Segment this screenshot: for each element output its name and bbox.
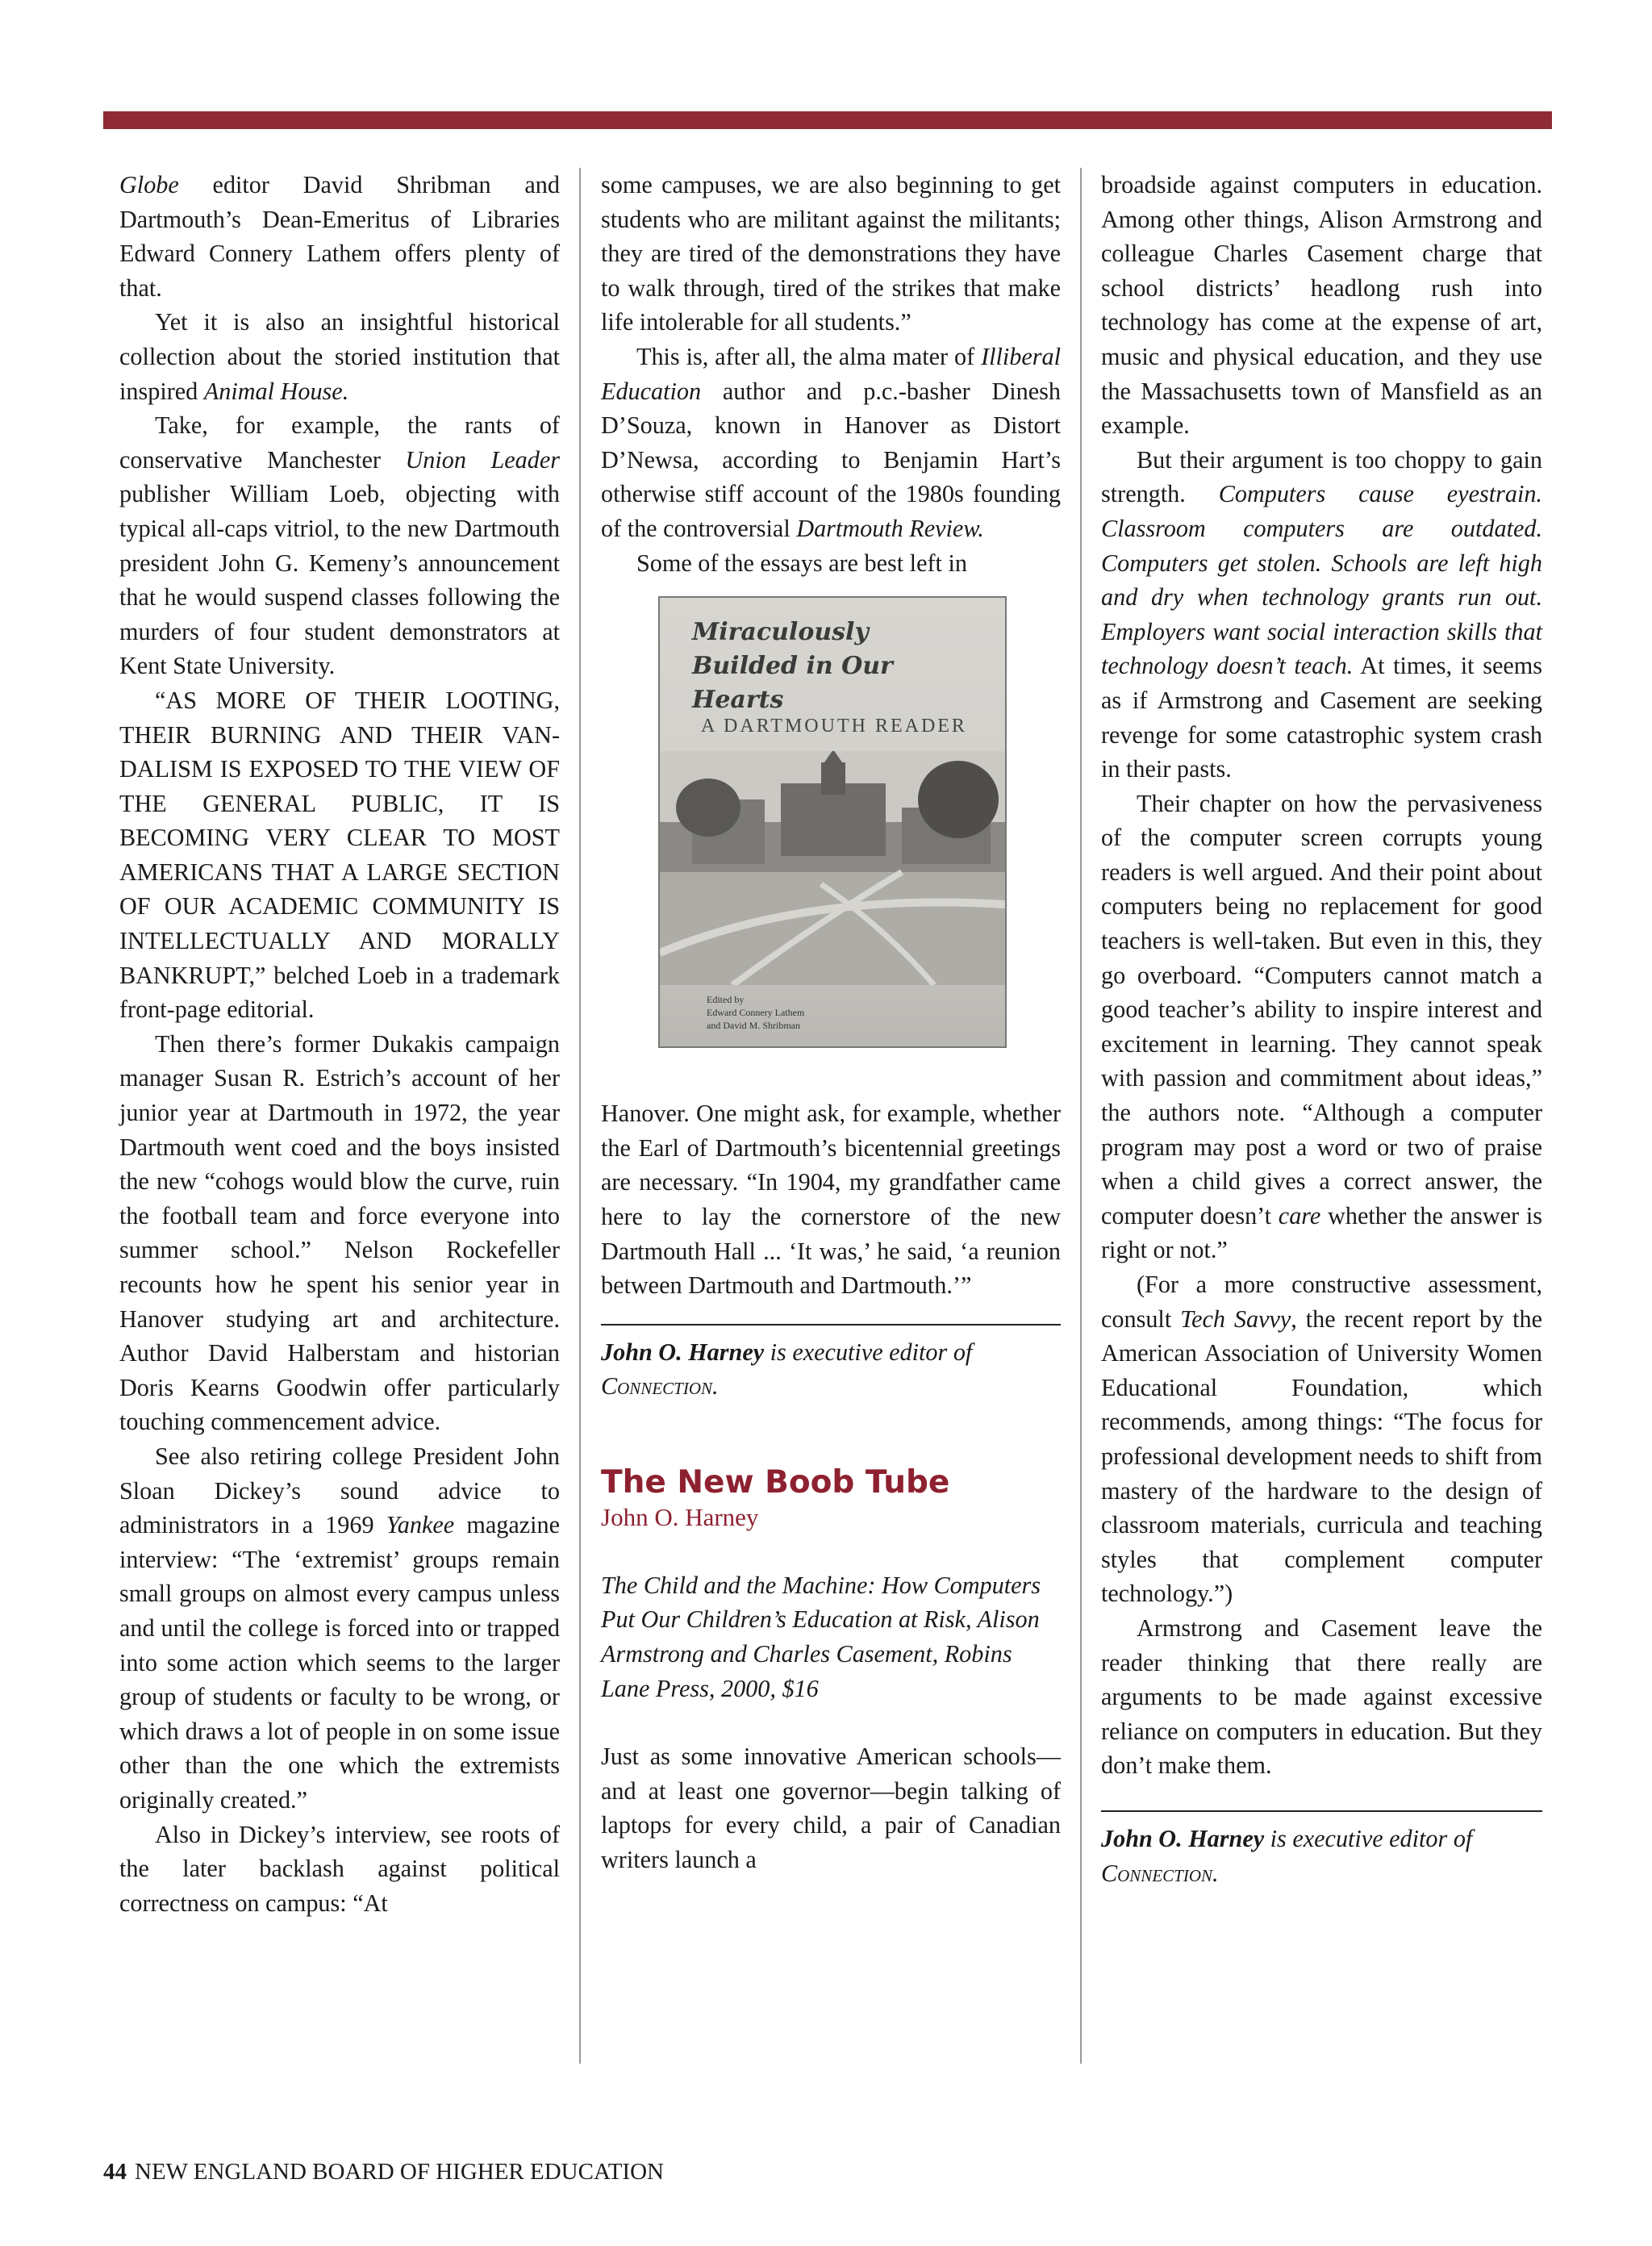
text-run: Hanover. One might ask, for example, whether the Earl of Dartmouth’s bicentennial greetings are necessary. “In 1904, my grandfather came here to lay the cornerstore of the new Dartmouth Hall ... ‘It was,’ he said, ‘a reunion between Dartmouth and Dartmouth.’”: [601, 1100, 1061, 1300]
text-run: magazine interview: “The ‘extremist’ groups remain small groups on almost every campus unless and until the college is forced into or trapped into some action which seems to the larger group of students or faculty to be wrong, or which draws a lot of people in on some issue other than the one which the extremists originally created.”: [119, 1511, 560, 1814]
text-run: But their argument is too choppy to gain strength.: [1101, 445, 1542, 508]
paragraph: [1101, 787, 1542, 1267]
text-run: Also in Dickey’s interview, see roots of the later backlash against political correctness on campus: “At: [119, 1820, 560, 1917]
text-run: Their chapter on how the pervasiveness of the computer screen corrupts young readers is well argued. And their point about computers being no replacement for good teachers is well-taken. But even in this, they go overboard. “Computers cannot match a good teacher’s ability to inspire interest and excitement in learning. They cannot speak with passion and commitment about ideas,” the authors note. “Although a computer program may post a word or two of praise when a child gives a correct answer, the computer doesn’t: [1101, 789, 1542, 1229]
text-run: whether the answer is right or not.”: [1101, 1201, 1542, 1264]
text-run: publisher William Loeb, objecting with typical all-caps vitriol, to the new Dartmouth president John G. Kemeny’s announcement that he would suspend classes following the murders of four student demonstrators at Kent State University.: [119, 480, 560, 680]
paragraph: [119, 305, 560, 408]
column-right: [1101, 168, 1542, 1890]
text-run: At times, it seems as if Armstrong and Casement are seeking revenge for some catastrophic system crash in their pasts.: [1101, 652, 1542, 783]
italic-run: Tech Savvy: [1180, 1305, 1291, 1333]
bio-rule: [1101, 1810, 1542, 1812]
paragraph: [1101, 1267, 1542, 1611]
text-run: , the recent report by the American Association of University Women Educational Foundation, which recommends, among things: “The focus for professional development needs to shift from mastery of the hardware to the design of classroom materials, curricula and teaching styles that complement computer technology.”): [1101, 1305, 1543, 1608]
author-name: John O. Harney: [601, 1338, 765, 1366]
paragraph: [1101, 168, 1542, 443]
bio-text: is executive editor of: [764, 1338, 973, 1366]
book-cover-edited-by: Edited by: [707, 994, 745, 1006]
text-run: See also retiring college President John Sloan Dickey’s sound advice to administrators in a 1969: [119, 1442, 560, 1539]
paragraph: [1101, 1611, 1542, 1783]
italic-run: Yankee: [386, 1511, 455, 1539]
italic-run: Computers cause eyestrain. Classroom computers are outdated. Computers get stolen. Schools are left high and dry when technology grants run out. Employers want social interaction skills that technology doesn’t teach.: [1101, 480, 1542, 680]
publication-name: Connection: [601, 1372, 712, 1401]
campus-photo: [660, 751, 1005, 985]
column-left: [119, 168, 560, 1920]
column-middle: [601, 168, 1061, 1877]
italic-run: Illiberal Education: [601, 342, 1061, 405]
text-run: some campuses, we are also beginning to get students who are militant against the militants; they are tired of the demonstrations they have to walk through, tired of the strikes that make life intolerable for all students.”: [601, 171, 1061, 336]
paragraph: [1101, 443, 1542, 787]
author-bio: John O. Harney is executive editor of Connection.: [601, 1338, 973, 1401]
paragraph: [119, 1027, 560, 1439]
italic-run: Alison Armstrong and Charles Casement: [601, 1605, 1040, 1668]
book-cover-editor: Edward Connery Lathem: [707, 1007, 805, 1019]
text-run: Just as some innovative American schools—and at least one governor—begin talking of laptops for every child, a pair of Canadian writers launch a: [601, 1743, 1061, 1874]
column-divider: [1080, 168, 1082, 2064]
paragraph: [601, 1096, 1061, 1303]
paragraph: [601, 1739, 1061, 1877]
book-cover-editor: and David M. Shribman: [707, 1020, 800, 1032]
italic-run: Animal House.: [203, 377, 349, 405]
paragraph: [119, 1818, 560, 1921]
footer-org: NEW ENGLAND BOARD OF HIGHER EDUCATION: [135, 2159, 664, 2185]
text-run: (For a more constructive assessment, consult: [1101, 1271, 1542, 1333]
text-run: Take, for example, the rants of conservative Manchester: [119, 411, 560, 474]
review-headline: The New Boob Tube: [601, 1463, 950, 1501]
text-run: ,: [965, 1605, 978, 1634]
book-cover-title: [692, 616, 982, 717]
top-rule-bar: [103, 111, 1552, 129]
text-run: Some of the essays are best left in: [636, 549, 967, 577]
author-name: John O. Harney: [1101, 1824, 1265, 1852]
author-bio: John O. Harney is executive editor of Connection.: [1101, 1824, 1473, 1887]
text-run: “AS MORE OF THEIR LOOTING, THEIR BURNING AND THEIR VANDALISM IS EXPOSED TO THE VIEW OF THE GENERAL PUBLIC, IT IS BECOMING VERY CLEAR TO MOST AMERICANS THAT A LARGE SECTION OF OUR ACADEMIC COMMUNITY IS INTELLECTUALLY AND MORALLY BANKRUPT,” belched Loeb in a trademark front-page editorial.: [119, 686, 560, 1024]
text-run: Then there’s former Dukakis campaign manager Susan R. Estrich’s account of her junior year at Dartmouth in 1972, the year Dartmouth went coed and the boys insisted the new “cohogs would blow the curve, ruin the football team and force everyone into summer school.” Nelson Rockefeller recounts how he spent his senior year in Hanover studying art and architecture. Author David Halberstam and historian Doris Kearns Goodwin offer particularly touching commencement advice.: [119, 1029, 560, 1436]
text-run: ,: [932, 1640, 945, 1668]
publication-name: Connection: [1101, 1859, 1212, 1887]
italic-run: Union Leader: [405, 445, 560, 474]
paragraph: [119, 683, 560, 1027]
paragraph: [601, 340, 1061, 546]
italic-run: The Child and the Machine: How Computers Put Our Children’s Education at Risk: [601, 1571, 1041, 1634]
text-run: ,: [708, 1674, 721, 1702]
paragraph: [601, 168, 1061, 340]
text-run: author and p.c.-basher Dinesh D’Souza, known in Hanover as Distort D’Newsa, according to Benjamin Hart’s otherwise stiff account of the 1980s founding of the controversial: [601, 377, 1061, 542]
text-run: broadside against computers in education. Among other things, Alison Armstrong and colleague Charles Casement charge that school districts’ headlong rush into technology has come at the expense of art, music and physical education, and they use the Massachusetts town of Mansfield as an example.: [1101, 171, 1542, 440]
paragraph: [119, 408, 560, 683]
text-run: editor David Shribman and Dartmouth’s Dean-Emeritus of Libraries Edward Connery Lathem offers plenty of that.: [119, 171, 560, 302]
bio-rule: [601, 1324, 1061, 1325]
bio-text: is executive editor of: [1264, 1824, 1473, 1852]
italic-run: Globe: [119, 171, 179, 198]
italic-run: 2000, $16: [720, 1674, 819, 1702]
paragraph: [119, 1439, 560, 1818]
page-number: 44: [103, 2159, 127, 2185]
book-cover-subtitle: A DARTMOUTH READER: [701, 716, 967, 737]
column-divider: [579, 168, 581, 2064]
text-run: This is, after all, the alma mater of: [636, 342, 982, 370]
review-byline: John O. Harney: [601, 1502, 759, 1531]
book-cover-title-line: Builded in Our Hearts: [692, 652, 893, 715]
text-run: Yet it is also an insightful historical collection about the storied institution that inspired: [119, 308, 560, 405]
italic-run: Dartmouth Review.: [796, 514, 984, 542]
italic-run: care: [1278, 1201, 1321, 1229]
book-cover-image: [658, 596, 1007, 1048]
italic-run: Robins Lane Press: [601, 1640, 1012, 1702]
text-run: Armstrong and Casement leave the reader thinking that there really are arguments to be made against excessive reliance on computers in education. But they don’t make them.: [1101, 1614, 1542, 1780]
book-cover-title-line: Miraculously: [692, 618, 869, 647]
book-citation: [601, 1568, 1061, 1705]
paragraph: [119, 168, 560, 305]
paragraph: [601, 546, 1061, 581]
page-footer: [103, 2159, 664, 2185]
book-cover-editors: [707, 993, 804, 1032]
